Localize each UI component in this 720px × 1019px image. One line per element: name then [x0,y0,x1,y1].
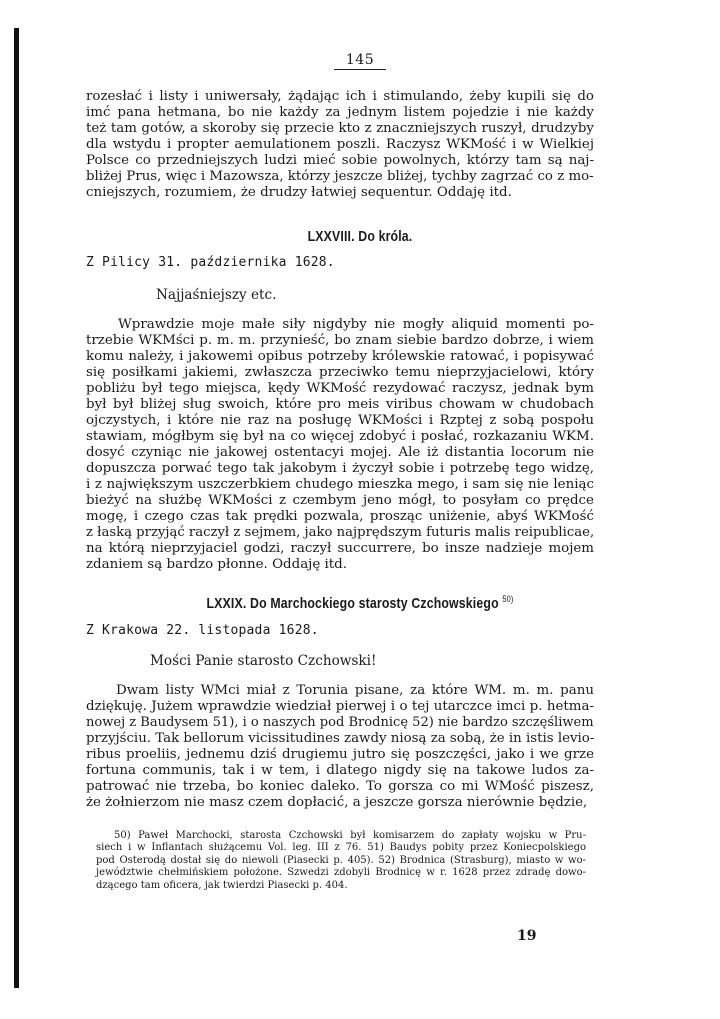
text-line: zdaniem są bardzo płonne. Oddaję itd. [86,557,347,572]
footnote-line: dzącego tam oficera, jak twierdzi Piasecki p. 404. [96,879,348,891]
text-line: i z największym uszczerbkiem chudego mieszka mego, i sam się nie leniąc [86,477,594,492]
footnote-line: jewództwie chełmińskiem położone. Szwedzi zdobyli Brodnicę w r. 1628 przez zdradę dowo- [96,867,586,879]
text-line: trzebie WKMści p. m. m. przynieść, bo znam siebie bardzo dobrze, i wiem [86,333,594,348]
text-line: cniejszych, rozumiem, że drudzy łatwiej sequentur. Oddaję itd. [86,185,512,200]
letter-heading-79: LXXIX. Do Marchockiego starosty Czchowskiego $^{50)}$ [206,594,514,612]
text-line: z łaską przyjąć raczył z sejmem, jako najprędszym futuris malis reipublicae, [86,525,595,540]
footnote-ref: 50) [502,594,514,604]
text-line: bieżyć na służbę WKMości z czembym jeno mógł, to posyłam co prędce [86,493,594,508]
text-line: stawiam, mógłbym się był na co więcej zdobyć i posłać, rozkazaniu WKM. [86,429,594,444]
text-line: patrować nie trzeba, bo koniec daleko. To gorsza co mi WMość piszesz, [86,779,594,794]
text-line: się posiłkami jakiemi, zwłaszcza przeciwko temu nieprzyjacielowi, który [86,365,594,380]
text-line: komu należy, i jakowemi opibus potrzeby królewskie ratować, i popisywać [86,349,594,364]
text-line: nowej z Baudysem 51), i o naszych pod Brodnicę 52) nie bardzo szczęśliwem [86,715,594,730]
salutation-79: Mości Panie starosto Czchowski! [150,653,377,669]
text-line: imć pana hetmana, bo nie każdy za jednym listem pojedzie i nie każdy [86,105,594,120]
text-line: mogę, i czego czas tak prędki pozwala, prosząc uniżenie, abyś WKMość [86,509,594,524]
text-line: rozesłać i listy i uniwersały, żądając ich i stimulando, żeby kupili się do [86,89,594,104]
text-line: ribus proeliis, jednemu dziś drugiemu jutro się poszczęści, jako i we grze [86,747,594,762]
footnotes [96,830,586,892]
scan-edge-bar [14,28,19,988]
printer-signature: 19 [517,928,537,944]
footnote-line: pod Osterodą dostał się do niewoli (Piasecki p. 405). 52) Brodnica (Strasburg), miasto w wo- [96,854,586,866]
text-line: dziękuję. Jużem wprawdzie wiedział pierwej i o tej utarczce imci p. hetma- [86,699,594,714]
salutation-78: Najjaśniejszy etc. [156,287,277,303]
page-number: 145 [0,52,720,68]
continuation-paragraph [86,89,594,201]
text-line: fortuna communis, tak i w tem, i dlatego nigdy się na takowe ludos za- [86,763,594,778]
text-line: był był bliżej sług swoich, które pro meis viribus chowam w chudobach [86,397,594,412]
text-line: na którą nieprzyjaciel godzi, raczył succurrere, bo insze nadzieje mojem [86,541,594,556]
text-line: pobliżu był tego miejsca, kędy WKMość rezydować raczysz, jednak bym [86,381,594,396]
footnote-line: 50) Paweł Marchocki, starosta Czchowski był komisarzem do zapłaty wojsku w Pru- [114,830,586,841]
letter-heading-78: LXXVIII. Do króla. [307,228,413,245]
text-line: dopuszcza porwać tego tak jakobym i życzył sobie i potrzebę tego widzę, [86,461,594,476]
text-line: bliżej Prus, więc i Mazowsza, którzy jeszcze bliżej, tychby zagrzać co z mo- [86,169,594,184]
text-line: ojczystych, i które nie raz na posługę WKMości i Rzptej z sobą pospołu [86,413,594,428]
letter-body-78 [86,317,594,573]
text-line: dla wstydu i propter aemulationem poszli. Raczysz WKMość i w Wielkiej [86,137,594,152]
place-date-78: Z Pilicy 31. października 1628. [86,255,335,270]
place-date-79: Z Krakowa 22. listopada 1628. [86,623,319,638]
text-line: też tam gotów, a skoroby się przecie kto z znaczniejszych ruszył, drudzyby [86,121,594,136]
text-line: że żołnierzom nie masz czem dopłacić, a jeszcze gorsza nierównie będzie, [86,795,588,810]
text-line: dosyć czyniąc nie jakowej ostentacyi mojej. Ale iż distantia locorum nie [86,445,594,460]
letter-body-79 [86,683,594,811]
text-line: przyjściu. Tak bellorum vicissitudines zawdy niosą za sobą, że in istis levio- [86,731,595,746]
text-line: Dwam listy WMci miał z Torunia pisane, za które WM. m. m. panu [116,683,594,698]
text-line: Wprawdzie moje małe siły nigdyby nie mogły aliquid momenti po- [118,317,594,332]
footnote-line: siech i w Inflantach służącemu Vol. leg. III z 76. 51) Baudys pobity przez Koniecpolskiego [96,842,586,854]
text-line: Polsce co przedniejszych ludzi mieć sobie powolnych, którzy tam są naj- [86,153,594,168]
